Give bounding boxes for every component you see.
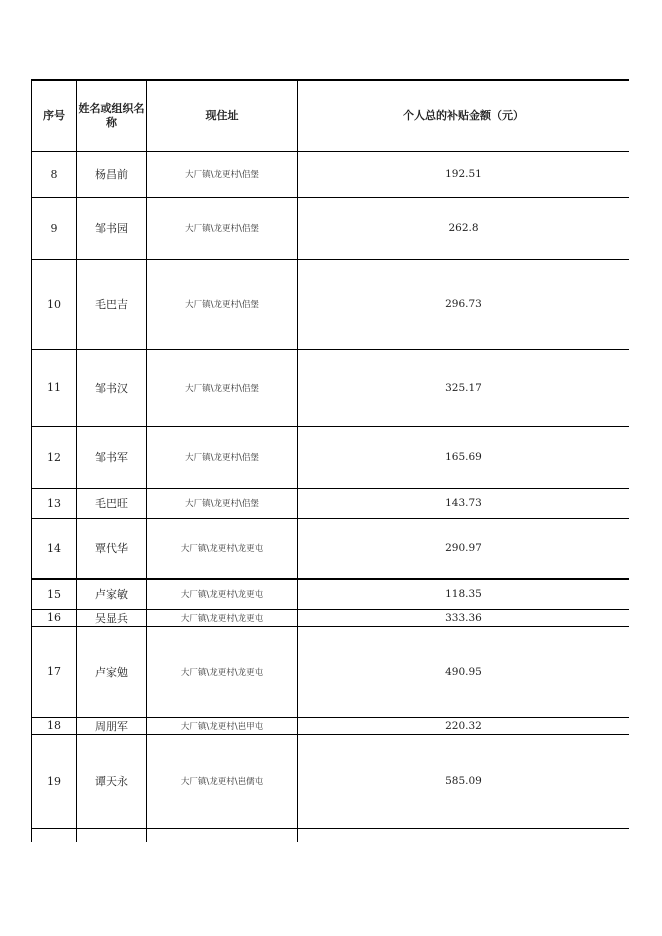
header-no: 序号 xyxy=(32,80,77,151)
row-amount: 143.73 xyxy=(298,488,630,518)
row-amount: 165.69 xyxy=(298,426,630,488)
row-amount: 490.95 xyxy=(298,626,630,717)
row-address: 大厂镇\龙更村\侣堡 xyxy=(147,426,298,488)
header-name: 姓名或组织名称 xyxy=(77,80,147,151)
row-name: 邹书军 xyxy=(77,426,147,488)
row-amount: 262.8 xyxy=(298,197,630,259)
table-row xyxy=(32,609,630,626)
row-name: 邹书汉 xyxy=(77,349,147,426)
table-row xyxy=(32,488,630,518)
row-name: 卢家勉 xyxy=(77,626,147,717)
row-number: 12 xyxy=(32,426,77,488)
row-address: 大厂镇\龙更村\侣堡 xyxy=(147,197,298,259)
row-name: 杨昌前 xyxy=(77,151,147,197)
table-row xyxy=(32,518,630,579)
row-name: 周朋军 xyxy=(77,717,147,734)
row-amount: 192.51 xyxy=(298,151,630,197)
row-address: 大厂镇\龙更村\岜甲屯 xyxy=(147,717,298,734)
row-address: 大厂镇\龙更村\龙更屯 xyxy=(147,626,298,717)
table-row xyxy=(32,734,630,828)
row-address: 大厂镇\龙更村\龙更屯 xyxy=(147,579,298,609)
empty-cell xyxy=(147,828,298,842)
row-amount: 118.35 xyxy=(298,579,630,609)
row-amount: 290.97 xyxy=(298,518,630,579)
row-name: 谭天永 xyxy=(77,734,147,828)
row-address: 大厂镇\龙更村\侣堡 xyxy=(147,488,298,518)
row-name: 毛巴旺 xyxy=(77,488,147,518)
table-row xyxy=(32,717,630,734)
table-row xyxy=(32,151,630,197)
table-row xyxy=(32,426,630,488)
row-amount: 325.17 xyxy=(298,349,630,426)
row-amount: 220.32 xyxy=(298,717,630,734)
row-address: 大厂镇\龙更村\龙更屯 xyxy=(147,609,298,626)
row-address: 大厂镇\龙更村\侣堡 xyxy=(147,259,298,349)
row-amount: 296.73 xyxy=(298,259,630,349)
row-number: 18 xyxy=(32,717,77,734)
table-row xyxy=(32,197,630,259)
empty-cell xyxy=(298,828,630,842)
header-amount: 个人总的补贴金额（元） xyxy=(298,80,630,151)
header-row xyxy=(32,80,630,151)
row-number: 8 xyxy=(32,151,77,197)
row-address: 大厂镇\龙更村\岜儒屯 xyxy=(147,734,298,828)
row-number: 19 xyxy=(32,734,77,828)
row-address: 大厂镇\龙更村\侣堡 xyxy=(147,151,298,197)
row-name: 邹书园 xyxy=(77,197,147,259)
row-amount: 333.36 xyxy=(298,609,630,626)
table-row xyxy=(32,579,630,609)
empty-cell xyxy=(32,828,77,842)
subsidy-table xyxy=(31,79,629,842)
row-name: 覃代华 xyxy=(77,518,147,579)
row-name: 毛巴吉 xyxy=(77,259,147,349)
table-row xyxy=(32,349,630,426)
table-row-empty xyxy=(32,828,630,842)
row-amount: 585.09 xyxy=(298,734,630,828)
row-number: 15 xyxy=(32,579,77,609)
row-number: 10 xyxy=(32,259,77,349)
table-row xyxy=(32,259,630,349)
row-number: 9 xyxy=(32,197,77,259)
row-number: 14 xyxy=(32,518,77,579)
row-name: 吴显兵 xyxy=(77,609,147,626)
header-address: 现住址 xyxy=(147,80,298,151)
row-address: 大厂镇\龙更村\侣堡 xyxy=(147,349,298,426)
empty-cell xyxy=(77,828,147,842)
row-number: 16 xyxy=(32,609,77,626)
table-row xyxy=(32,626,630,717)
subsidy-table-container xyxy=(31,79,629,842)
row-number: 11 xyxy=(32,349,77,426)
row-address: 大厂镇\龙更村\龙更屯 xyxy=(147,518,298,579)
row-number: 13 xyxy=(32,488,77,518)
row-number: 17 xyxy=(32,626,77,717)
row-name: 卢家敏 xyxy=(77,579,147,609)
